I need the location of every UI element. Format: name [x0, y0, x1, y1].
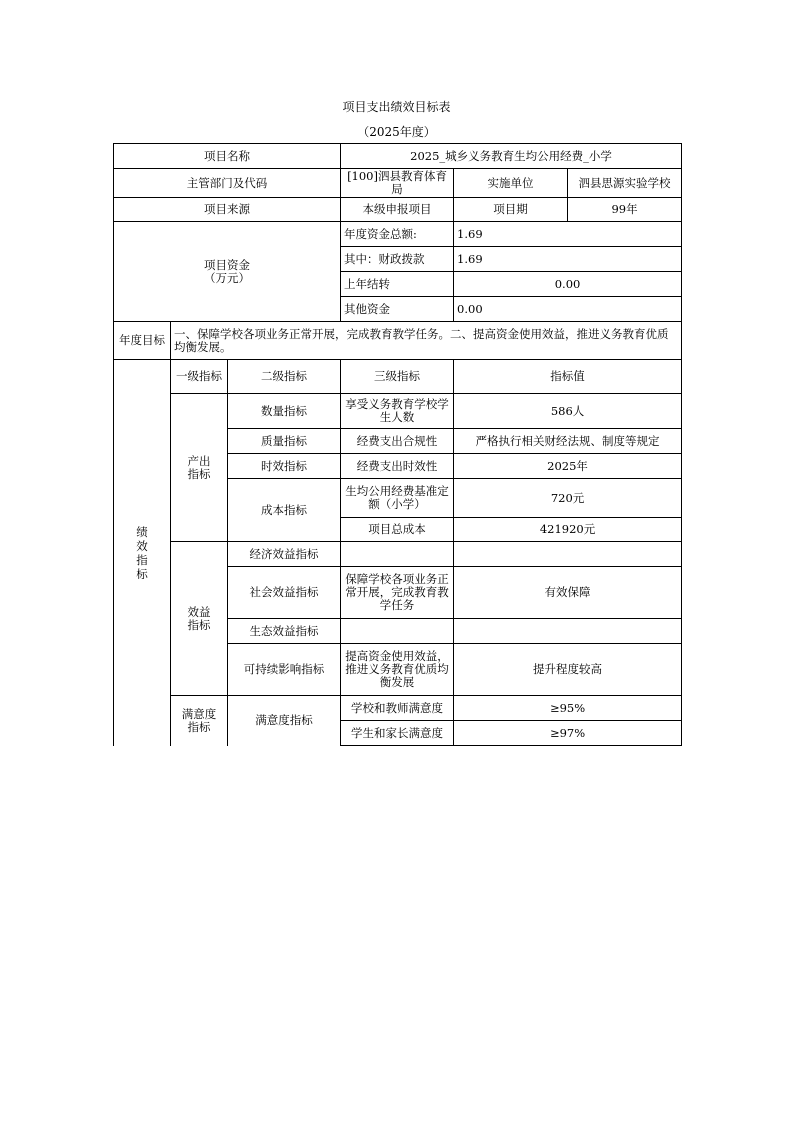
funds-carryover-label: 上年结转 — [341, 272, 454, 297]
output-level3: 经费支出合规性 — [341, 429, 454, 454]
header-value: 指标值 — [454, 360, 682, 394]
output-level2: 质量指标 — [228, 429, 341, 454]
satisfaction-value: ≥95% — [454, 696, 682, 721]
header-level3: 三级指标 — [341, 360, 454, 394]
benefit-level2: 社会效益指标 — [228, 567, 341, 619]
output-level2: 成本指标 — [228, 479, 341, 542]
output-value: 2025年 — [454, 454, 682, 479]
benefit-value — [454, 542, 682, 567]
benefit-indicator-label: 效益指标 — [171, 542, 228, 696]
output-level2: 数量指标 — [228, 394, 341, 429]
header-level1: 一级指标 — [171, 360, 228, 394]
header-level2: 二级指标 — [228, 360, 341, 394]
output-level3: 享受义务教育学校学生人数 — [341, 394, 454, 429]
period-label: 项目期 — [454, 198, 568, 222]
funds-total-value: 1.69 — [454, 222, 682, 247]
benefit-value: 有效保障 — [454, 567, 682, 619]
output-level2: 时效指标 — [228, 454, 341, 479]
satisfaction-value: ≥97% — [454, 721, 682, 746]
benefit-value: 提升程度较高 — [454, 644, 682, 696]
output-value: 586人 — [454, 394, 682, 429]
output-indicator-label: 产出指标 — [171, 394, 228, 542]
funds-label-line2: （万元） — [204, 270, 251, 285]
funds-label — [114, 222, 341, 322]
output-level3: 生均公用经费基准定额（小学） — [341, 479, 454, 518]
benefit-level2: 经济效益指标 — [228, 542, 341, 567]
funds-fiscal-label: 其中：财政拨款 — [341, 247, 454, 272]
output-level3: 项目总成本 — [341, 518, 454, 542]
source-label: 项目来源 — [114, 198, 341, 222]
funds-other-value: 0.00 — [454, 297, 682, 322]
satisfaction-level2: 满意度指标 — [228, 696, 341, 746]
project-name-value: 2025_城乡义务教育生均公用经费_小学 — [341, 144, 682, 169]
benefit-level2: 生态效益指标 — [228, 619, 341, 644]
benefit-level3 — [341, 619, 454, 644]
output-value: 720元 — [454, 479, 682, 518]
output-value: 421920元 — [454, 518, 682, 542]
benefit-level3: 保障学校各项业务正常开展，完成教育教学任务 — [341, 567, 454, 619]
funds-other-label: 其他资金 — [341, 297, 454, 322]
department-value: [100]泗县教育体育局 — [341, 169, 454, 198]
funds-label-line1: 项目资金 — [204, 257, 251, 272]
annual-goal-label: 年度目标 — [114, 322, 171, 360]
performance-target-table — [113, 143, 682, 746]
funds-fiscal-value: 1.69 — [454, 247, 682, 272]
funds-total-label: 年度资金总额: — [341, 222, 454, 247]
document-title: 项目支出绩效目标表 — [342, 100, 451, 114]
department-label: 主管部门及代码 — [114, 169, 341, 198]
satisfaction-indicator-label: 满意度指标 — [171, 696, 228, 746]
benefit-level3: 提高资金使用效益，推进义务教育优质均衡发展 — [341, 644, 454, 696]
source-value: 本级申报项目 — [341, 198, 454, 222]
benefit-level3 — [341, 542, 454, 567]
output-value: 严格执行相关财经法规、制度等规定 — [454, 429, 682, 454]
benefit-level2: 可持续影响指标 — [228, 644, 341, 696]
document-subtitle: （2025年度） — [357, 125, 436, 139]
annual-goal-text: 一、保障学校各项业务正常开展，完成教育教学任务。二、提高资金使用效益，推进义务教育优质均衡发展。 — [171, 322, 682, 360]
satisfaction-level3: 学生和家长满意度 — [341, 721, 454, 746]
funds-carryover-value: 0.00 — [454, 272, 682, 297]
implementer-label: 实施单位 — [454, 169, 568, 198]
benefit-value — [454, 619, 682, 644]
indicators-section-label: 绩效指标 — [114, 360, 171, 746]
satisfaction-level3: 学校和教师满意度 — [341, 696, 454, 721]
implementer-value: 泗县思源实验学校 — [568, 169, 682, 198]
output-level3: 经费支出时效性 — [341, 454, 454, 479]
project-name-label: 项目名称 — [114, 144, 341, 169]
period-value: 99年 — [568, 198, 682, 222]
